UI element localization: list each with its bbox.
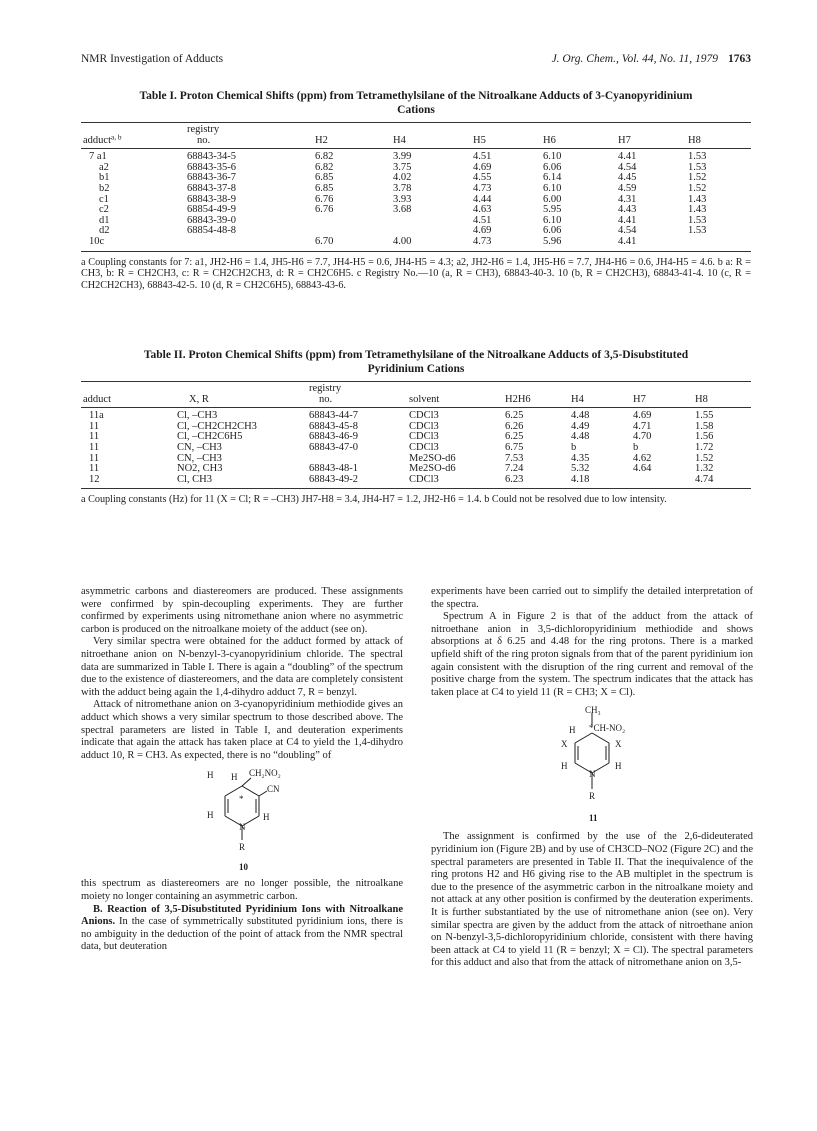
t1-cell-h6: 6.00 — [543, 193, 562, 205]
t2-cell-h4: b — [571, 441, 577, 453]
t2-cell-adduct: 12 — [81, 475, 157, 489]
t1-cell-h7: 4.54 — [618, 225, 637, 237]
t1-cell-h8: 1.52 — [688, 182, 707, 194]
t1-cell-h8: 1.53 — [688, 225, 707, 237]
svg-text:H: H — [569, 725, 576, 736]
table-2 — [81, 349, 751, 506]
table-row — [81, 149, 751, 163]
t2-cell-adduct: 11 — [89, 452, 100, 464]
t1-cell-registry: 68843-39-0 — [187, 214, 236, 226]
t1-cell-h7: 4.41 — [618, 214, 637, 226]
t2-cell-xr: Cl, –CH3 — [177, 410, 218, 422]
t1-cell-registry: 68854-48-8 — [187, 225, 236, 237]
t1-cell-h6: 6.10 — [543, 214, 562, 226]
t2-header-xr: X, R — [157, 395, 295, 408]
left-paragraph-3: Attack of nitromethane anion on 3-cyanopyridinium methiodide gives an adduct which shows a very similar spectrum to those described above. The spectral parameters are listed in Table I, and deuteration experiments indicate that again the attack has taken place at C4 to yield the 1,4-dihydro adduct 10, R = CH3. As expected, there is no “doubling” of — [81, 699, 403, 761]
t1-cell-registry: 68843-37-8 — [187, 182, 236, 194]
right-paragraph-1: experiments have been carried out to simplify the detailed interpretation of the spectra. — [431, 586, 753, 610]
t1-cell-h8 — [686, 237, 751, 251]
t2-cell-h2h6: 7.24 — [505, 463, 524, 475]
t2-cell-adduct: 11 — [89, 441, 100, 453]
t2-cell-h7: b — [633, 441, 639, 453]
t2-cell-h4: 4.18 — [569, 475, 631, 489]
t1-cell-h6: 6.06 — [543, 161, 562, 173]
t1-cell-registry: 68843-35-6 — [187, 161, 236, 173]
t2-cell-h2h6: 6.25 — [505, 431, 524, 443]
t1-cell-adduct: b1 — [99, 172, 110, 184]
svg-text:N: N — [239, 822, 246, 833]
t1-cell-h5: 4.73 — [473, 182, 492, 194]
t2-cell-registry: 68843-48-1 — [309, 463, 358, 475]
t1-cell-h8: 1.43 — [688, 204, 707, 216]
t1-cell-h2: 6.76 — [315, 193, 334, 205]
t1-cell-h2: 6.82 — [315, 151, 334, 163]
t2-cell-solvent: CDCl3 — [409, 441, 439, 453]
t1-cell-h5: 4.51 — [473, 151, 492, 163]
table-1-caption: Table I. Proton Chemical Shifts (ppm) from Tetramethylsilane of the Nitroalkane Adducts of 3-Cyanopyridinium Cations — [139, 90, 693, 116]
t2-cell-xr: Cl, –CH2C6H5 — [177, 431, 243, 443]
t1-cell-h2: 6.85 — [315, 172, 334, 184]
t1-cell-h6: 6.10 — [543, 151, 562, 163]
t1-cell-h4: 3.93 — [393, 193, 412, 205]
t2-cell-h8: 1.52 — [695, 452, 714, 464]
svg-text:H: H — [207, 770, 214, 781]
t1-cell-adduct: b2 — [99, 182, 110, 194]
table-row — [81, 173, 751, 184]
t1-header-no: no. — [159, 136, 313, 149]
t2-cell-h8: 1.55 — [695, 410, 714, 422]
t1-cell-h7: 4.59 — [618, 182, 637, 194]
t1-cell-h6: 6.14 — [543, 172, 562, 184]
t2-cell-adduct: 11a — [89, 410, 104, 422]
t1-header-h4: H4 — [391, 136, 471, 149]
t1-cell-h2: 6.85 — [315, 182, 334, 194]
t1-cell-h5: 4.69 — [473, 225, 492, 237]
svg-text:R: R — [589, 791, 596, 802]
left-column — [81, 586, 403, 954]
table-row — [81, 195, 751, 206]
t1-cell-registry: 68843-36-7 — [187, 172, 236, 184]
t1-cell-h5: 4.51 — [473, 214, 492, 226]
t2-header-solvent: solvent — [403, 395, 503, 408]
t2-header-h2h6: H2H6 — [503, 395, 569, 408]
svg-text:N: N — [589, 769, 596, 780]
svg-text:H: H — [207, 810, 214, 821]
table-2-caption: Table II. Proton Chemical Shifts (ppm) from Tetramethylsilane of the Nitroalkane Adducts of 3,5-Disubstituted Pyridinium Cations — [143, 349, 689, 375]
t1-header-h8: H8 — [686, 136, 751, 149]
t2-header-h7: H7 — [631, 395, 693, 408]
svg-text:*: * — [239, 794, 244, 805]
t2-cell-h8: 1.72 — [695, 441, 714, 453]
t2-cell-solvent: CDCl3 — [409, 420, 439, 432]
svg-text:X: X — [615, 739, 622, 750]
left-paragraph-2: Very similar spectra were obtained for the adduct formed by attack of nitroethane anion on N-benzyl-3-cyanopyridinium chloride. The spectral data are summarized in Table I. There is again a “doubling” of the spectrum due to the existence of diastereomers, and the data are completely consistent with the adduct being again the 1,4-dihydro adduct 7, R = benzyl. — [81, 636, 403, 698]
t2-cell-solvent: CDCl3 — [409, 410, 439, 422]
table-row — [81, 163, 751, 174]
t1-cell-h8: 1.53 — [688, 151, 707, 163]
t1-cell-h5: 4.63 — [473, 204, 492, 216]
t2-cell-h2h6: 7.53 — [505, 452, 524, 464]
t1-cell-h8: 1.53 — [688, 214, 707, 226]
svg-text:CN: CN — [267, 784, 280, 795]
t2-cell-registry: 68843-49-2 — [295, 475, 403, 489]
table-1 — [81, 90, 751, 291]
svg-text:CH₂NO₂: CH₂NO₂ — [249, 768, 281, 779]
svg-text:X: X — [561, 739, 568, 750]
t2-cell-h8: 1.32 — [695, 463, 714, 475]
t1-cell-h5: 4.44 — [473, 193, 492, 205]
t2-cell-registry: 68843-45-8 — [309, 420, 358, 432]
t2-cell-xr: CN, –CH3 — [177, 441, 222, 453]
t2-cell-solvent: Me2SO-d6 — [409, 463, 456, 475]
right-paragraph-3: The assignment is confirmed by the use of the 2,6-dideuterated pyridinium ion (Figure 2B) and by use of CH3CD–NO2 (Figure 2C) and the spectral parameters are presented in Table II. That the inequivalence of the ring protons H2 and H6 giving rise to the AB multiplet in the spectrum is due to the presence of the asymmetric carbon in the nitroalkane moiety and not attack at any other position is confirmed by the deuteration experiments. It is further substantiated by the use of nitromethane anion (see on). Very similar spectra are given by the adduct from the attack of nitroethane anion on N-benzyl-3,5-dichloropyridinium chloride, consistent with there having been attack at C4 to yield 11 (R = benzyl; X = Cl). The spectral parameters for this adduct and also that from the attack of nitromethane anion on 3,5- — [431, 831, 753, 969]
t2-cell-h7: 4.71 — [633, 420, 652, 432]
t1-cell-registry: 68843-34-5 — [187, 151, 236, 163]
t1-cell-h4: 4.02 — [393, 172, 412, 184]
svg-text:CH₃: CH₃ — [585, 705, 601, 716]
t2-cell-xr: Cl, CH3 — [157, 475, 295, 489]
t2-cell-h4: 4.48 — [571, 431, 590, 443]
journal-citation: J. Org. Chem., Vol. 44, No. 11, 1979 — [551, 53, 718, 65]
table-row — [81, 226, 751, 237]
t1-cell-h8: 1.53 — [688, 161, 707, 173]
t1-cell-h2 — [313, 216, 391, 227]
t1-cell-h2: 6.82 — [315, 161, 334, 173]
table-2-grid — [81, 381, 751, 489]
t2-header-no: no. — [295, 395, 403, 408]
structure-11-drawing — [517, 703, 667, 827]
table-row — [81, 205, 751, 216]
structure-10-label: 10 — [239, 862, 248, 873]
t1-cell-h5: 4.69 — [473, 161, 492, 173]
t2-cell-h8: 1.56 — [695, 431, 714, 443]
t2-header-h8: H8 — [693, 395, 751, 408]
t1-cell-h8: 1.43 — [688, 193, 707, 205]
t1-cell-h7: 4.41 — [618, 151, 637, 163]
t1-cell-h5: 4.55 — [473, 172, 492, 184]
t1-cell-h6: 6.06 — [543, 225, 562, 237]
table-row — [81, 443, 751, 454]
t2-cell-h4: 5.32 — [571, 463, 590, 475]
t1-cell-h4: 4.00 — [391, 237, 471, 251]
t2-cell-h8: 1.58 — [695, 420, 714, 432]
svg-text:H: H — [561, 761, 568, 772]
t2-header-adduct: adduct — [81, 395, 157, 408]
t1-cell-adduct: a2 — [99, 161, 109, 173]
t1-cell-h8: 1.52 — [688, 172, 707, 184]
t2-cell-adduct: 11 — [89, 463, 100, 475]
t2-header-registry: registry — [295, 382, 403, 395]
t1-cell-h4: 3.75 — [393, 161, 412, 173]
table-row — [81, 237, 751, 251]
table-1-grid — [81, 122, 751, 252]
t1-cell-adduct: d2 — [99, 225, 110, 237]
t1-cell-h5: 4.73 — [471, 237, 541, 251]
structure-11-label: 11 — [589, 813, 598, 824]
t1-cell-h6: 5.95 — [543, 204, 562, 216]
running-head — [81, 53, 751, 69]
t2-cell-adduct: 11 — [89, 420, 100, 432]
section-heading-b: B. Reaction of 3,5-Disubstituted Pyridinium Ions with Nitroalkane Anions. — [81, 903, 403, 928]
t2-header-h4: H4 — [569, 395, 631, 408]
t1-cell-h4 — [391, 216, 471, 227]
table-row — [81, 475, 751, 489]
table-row — [81, 408, 751, 422]
left-paragraph-1: asymmetric carbons and diastereomers are produced. These assignments were confirmed by spin-decoupling experiments. They are further confirmed by experiments using nitromethane anion where no asymmetric carbon is produced on the nitroalkane moiety of the adduct (see on). — [81, 586, 403, 635]
t1-cell-registry: 68854-49-9 — [187, 204, 236, 216]
t2-cell-solvent: CDCl3 — [409, 431, 439, 443]
structure-10-drawing — [167, 766, 317, 874]
t2-cell-h2h6: 6.25 — [505, 410, 524, 422]
table-row — [81, 216, 751, 227]
t1-cell-adduct: 10c — [81, 237, 159, 251]
t2-cell-xr: CN, –CH3 — [177, 452, 222, 464]
running-head-journal — [552, 53, 751, 65]
t2-cell-h2h6: 6.26 — [505, 420, 524, 432]
t2-cell-h4: 4.49 — [571, 420, 590, 432]
t1-cell-h4: 3.78 — [393, 182, 412, 194]
right-column — [431, 586, 753, 970]
t1-cell-h6: 6.10 — [543, 182, 562, 194]
t1-header-h7: H7 — [616, 136, 686, 149]
svg-text:*CH-NO₂: *CH-NO₂ — [589, 723, 626, 734]
t2-cell-solvent: Me2SO-d6 — [409, 452, 456, 464]
t1-cell-h7: 4.54 — [618, 161, 637, 173]
t2-cell-h7: 4.62 — [633, 452, 652, 464]
svg-text:R: R — [239, 842, 246, 853]
t1-cell-h4: 3.68 — [393, 204, 412, 216]
t1-cell-h4: 3.99 — [393, 151, 412, 163]
t2-cell-xr: NO2, CH3 — [177, 463, 223, 475]
t1-cell-registry — [159, 237, 313, 251]
table-1-footnote: a Coupling constants for 7: a1, JH2-H6 = 1.4, JH5-H6 = 7.7, JH4-H5 = 0.6, JH4-H5 = 4.3; a2, JH2-H6 = 1.4, JH5-H6 = 7.7, JH4-H6 = 0.6, JH4-H5 = 4.6. b a: R = CH3, b: R = CH2CH3, c: R = CH2CH2CH3, d: R = CH2C6H5. c Registry No.—10 (a, R = CH3), 68843-40-3. 10 (b, R = CH2CH3), 68843-41-4. 10 (c, R = CH2CH2CH3), 68843-42-5. 10 (d, R = CH2C6H5), 68843-43-6. — [81, 256, 751, 291]
t1-header-registry: registry — [159, 123, 313, 136]
t1-cell-adduct: d1 — [99, 214, 110, 226]
t1-cell-registry: 68843-38-9 — [187, 193, 236, 205]
t1-cell-adduct: 7 a1 — [89, 151, 107, 163]
svg-text:H: H — [615, 761, 622, 772]
t2-cell-registry: 68843-44-7 — [309, 410, 358, 422]
t2-cell-h4: 4.48 — [571, 410, 590, 422]
t2-cell-h2h6: 6.75 — [505, 441, 524, 453]
t2-cell-h7: 4.64 — [633, 463, 652, 475]
t2-cell-registry: 68843-46-9 — [309, 431, 358, 443]
t2-cell-h2h6: 6.23 — [503, 475, 569, 489]
t1-header-h6: H6 — [541, 136, 616, 149]
page-number: 1763 — [728, 53, 751, 65]
table-2-footnote: a Coupling constants (Hz) for 11 (X = Cl; R = –CH3) JH7-H8 = 3.4, JH4-H7 = 1.2, JH2-H6 = 1.4. b Could not be resolved due to low intensity. — [81, 494, 667, 506]
t1-cell-h2: 6.70 — [313, 237, 391, 251]
left-paragraph-4: this spectrum as diastereomers are no longer possible, the nitroalkane moiety no longer containing an asymmetric carbon. — [81, 878, 403, 902]
t1-cell-adduct: c1 — [99, 193, 109, 205]
t1-cell-h7: 4.43 — [618, 204, 637, 216]
t2-cell-h7: 4.69 — [633, 410, 652, 422]
svg-text:H: H — [231, 772, 238, 783]
t2-cell-h7 — [631, 475, 693, 489]
t1-cell-h7: 4.31 — [618, 193, 637, 205]
t2-cell-h8: 4.74 — [693, 475, 751, 489]
left-paragraph-5: B. Reaction of 3,5-Disubstituted Pyridinium Ions with Nitroalkane Anions. In the case of symmetrically substituted pyridinium ions, there is no ambiguity in the deduction of the point of attack from the NMR spectral data, but deuteration — [81, 903, 403, 953]
table-row — [81, 184, 751, 195]
t1-cell-h7: 4.41 — [616, 237, 686, 251]
t2-cell-h7: 4.70 — [633, 431, 652, 443]
svg-text:H: H — [263, 812, 270, 823]
t2-cell-solvent: CDCl3 — [403, 475, 503, 489]
t1-cell-h6: 5.96 — [541, 237, 616, 251]
t1-cell-h7: 4.45 — [618, 172, 637, 184]
t2-cell-registry: 68843-47-0 — [309, 441, 358, 453]
t1-cell-adduct: c2 — [99, 204, 109, 216]
t1-cell-h2: 6.76 — [315, 204, 334, 216]
t2-cell-h4: 4.35 — [571, 452, 590, 464]
t1-header-adduct: adduct$^{a, b}$ — [81, 136, 159, 149]
t2-cell-adduct: 11 — [89, 431, 100, 443]
t1-header-h5: H5 — [471, 136, 541, 149]
right-paragraph-2: Spectrum A in Figure 2 is that of the adduct from the attack of nitroethane anion in 3,5-dichloropyridinium methiodide and shows absorptions at δ 6.25 and 4.48 for the ring protons. There is a marked upfield shift of the ring proton signals from that of the parent pyridinium ion again consistent with the disruption of the ring current and removal of the positive charge from the system. The spectrum indicates that the attack has taken place at C4 to yield 11 (R = CH3; X = Cl). — [431, 611, 753, 698]
t1-header-h2: H2 — [313, 136, 391, 149]
running-head-title: NMR Investigation of Adducts — [81, 53, 224, 65]
t2-cell-xr: Cl, –CH2CH2CH3 — [177, 420, 257, 432]
